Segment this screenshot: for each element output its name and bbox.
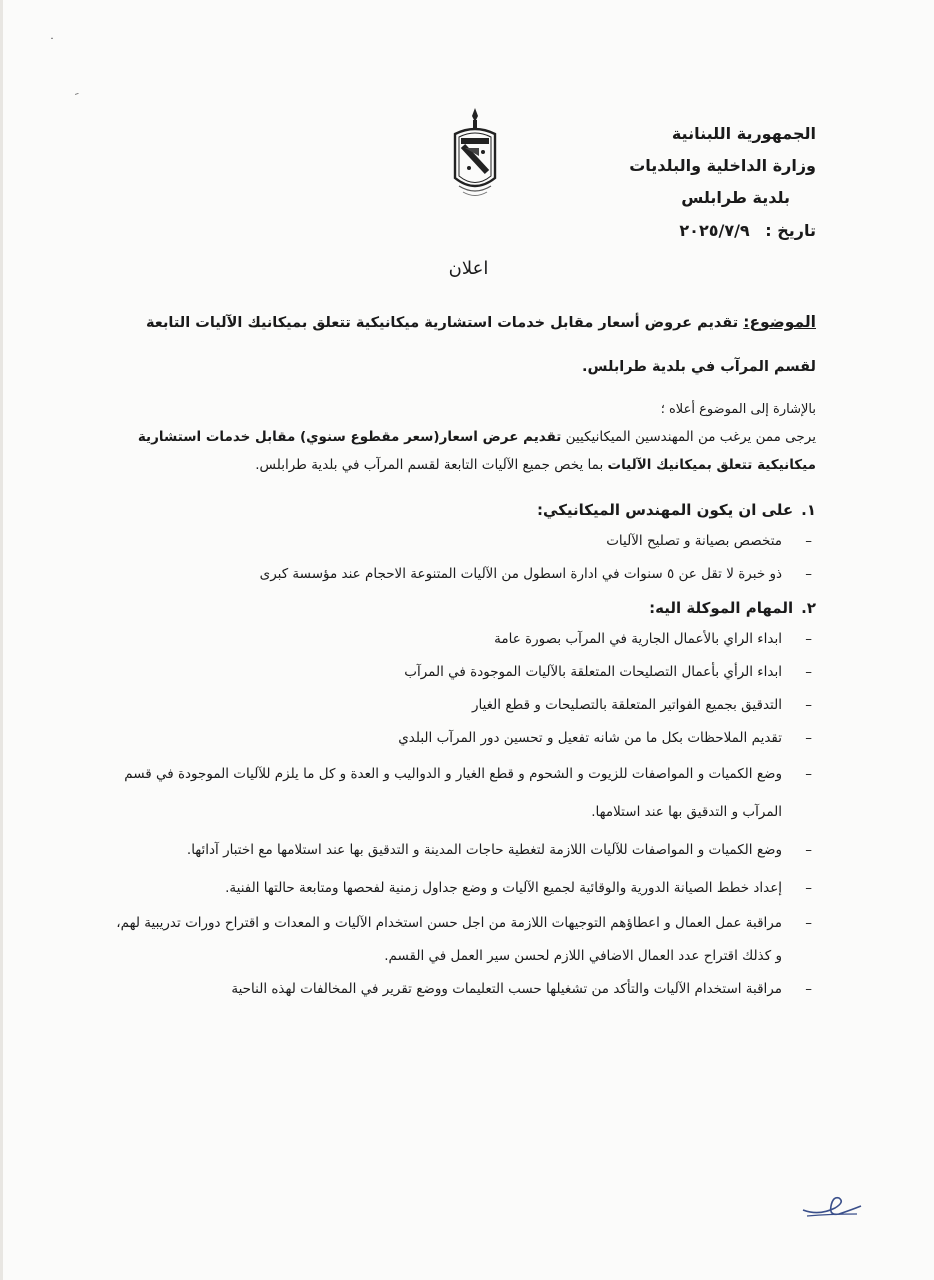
intro-bold-text: تقديم عرض اسعار(سعر مقطوع سنوي) مقابل خدمات استشارية ميكانيكية تتعلق بميكانيك الآليات [137, 429, 816, 473]
list-marker: – [805, 566, 812, 582]
subject-text: تقديم عروض أسعار مقابل خدمات استشارية ميكانيكية تتعلق بميكانيك الآليات التابعة لقسم المرآب في بلدية طرابلس. [146, 315, 816, 375]
document-body [113, 300, 816, 1006]
section-1-title [113, 495, 816, 525]
list-marker: – [805, 766, 812, 782]
section-number: ١. [801, 501, 816, 519]
republic-name: الجمهورية اللبنانية [671, 124, 816, 143]
announcement-title: اعلان [448, 258, 489, 279]
municipality-name: بلدية طرابلس [681, 188, 790, 207]
list-item-text: التدقيق بجميع الفواتير المتعلقة بالتصليحات و قطع الغيار [471, 697, 782, 713]
subject-line [113, 300, 816, 389]
intro-paragraph [113, 423, 816, 479]
list-item [113, 869, 816, 907]
document-date [629, 216, 816, 246]
list-marker: – [805, 880, 812, 896]
section-heading: المهام الموكلة اليه: [649, 599, 794, 617]
list-item [113, 722, 816, 755]
list-item [113, 907, 816, 973]
date-label: تاريخ : [765, 221, 816, 240]
reference-line: بالإشارة إلى الموضوع أعلاه ؛ [660, 402, 816, 417]
intro-text-end: بما يخص جميع الآليات التابعة لقسم المرآب في بلدية طرابلس. [255, 457, 608, 473]
date-value: ٢٠٢٥/٧/٩ [679, 221, 750, 240]
list-item-text: ابداء الراي بالأعمال الجارية في المرآب بصورة عامة [494, 631, 782, 647]
intro-text: يرجى ممن يرغب من المهندسين الميكانيكيين [561, 429, 816, 445]
list-item-text: مراقبة استخدام الآليات والتأكد من تشغيلها حسب التعليمات ووضع تقرير في المخالفات لهذه الناحية [231, 981, 782, 997]
list-item [113, 689, 816, 722]
section-2-list [113, 623, 816, 1006]
list-marker: – [805, 631, 812, 647]
list-item [113, 973, 816, 1006]
list-marker: – [805, 664, 812, 680]
list-item [113, 558, 816, 591]
list-item [113, 525, 816, 558]
list-marker: – [805, 730, 812, 746]
signature-icon [799, 1192, 865, 1224]
list-item-text: وضع الكميات و المواصفات للآليات اللازمة لتغطية حاجات المدينة و التدقيق بها عند استلامها مع اختبار آدائها. [186, 842, 782, 858]
list-item-text: ذو خبرة لا تقل عن ٥ سنوات في ادارة اسطول من الآليات المتنوعة الاحجام عند مؤسسة كبرى [259, 566, 782, 582]
list-item-text: وضع الكميات و المواصفات للزيوت و الشحوم و قطع الغيار و الدواليب و العدة و كل ما يلزم للآليات الموجودة في قسم المرآب و التدقيق بها عند استلامها. [124, 766, 782, 820]
list-item [113, 623, 816, 656]
list-marker: – [805, 981, 812, 997]
list-item-text: إعداد خطط الصيانة الدورية والوقائية لجميع الآليات و وضع جداول زمنية لفحصها ومتابعة حالتها الفنية. [225, 880, 782, 896]
list-marker: – [805, 697, 812, 713]
list-item [113, 755, 816, 831]
list-marker: – [805, 533, 812, 549]
list-item [113, 831, 816, 869]
list-item [113, 656, 816, 689]
section-number: ٢. [801, 599, 816, 617]
subject-label: الموضوع: [743, 313, 816, 331]
list-item-text: تقديم الملاحظات بكل ما من شانه تفعيل و تحسين دور المرآب البلدي [398, 730, 782, 746]
scan-speck: ﹺ [75, 82, 79, 96]
list-item-text: مراقبة عمل العمال و اعطاؤهم التوجيهات اللازمة من اجل حسن استخدام الآليات و المعدات و اقتراح دورات تدريبية لهم، و كذلك اقتراح عدد العمال الاضافي اللازم لحسن سير العمل في القسم. [116, 915, 782, 964]
section-2-title [113, 593, 816, 623]
ministry-name: وزارة الداخلية والبلديات [629, 156, 816, 175]
section-1-list [113, 525, 816, 591]
list-item-text: ابداء الرأي بأعمال التصليحات المتعلقة بالآليات الموجودة في المرآب [404, 664, 782, 680]
section-heading: على ان يكون المهندس الميكانيكي: [537, 501, 794, 519]
list-marker: – [805, 915, 812, 931]
letterhead [629, 118, 816, 246]
list-marker: – [805, 842, 812, 858]
scan-speck: ˙ [49, 36, 55, 50]
list-item-text: متخصص بصيانة و تصليح الآليات [606, 533, 782, 549]
municipality-seal-icon [449, 104, 501, 200]
